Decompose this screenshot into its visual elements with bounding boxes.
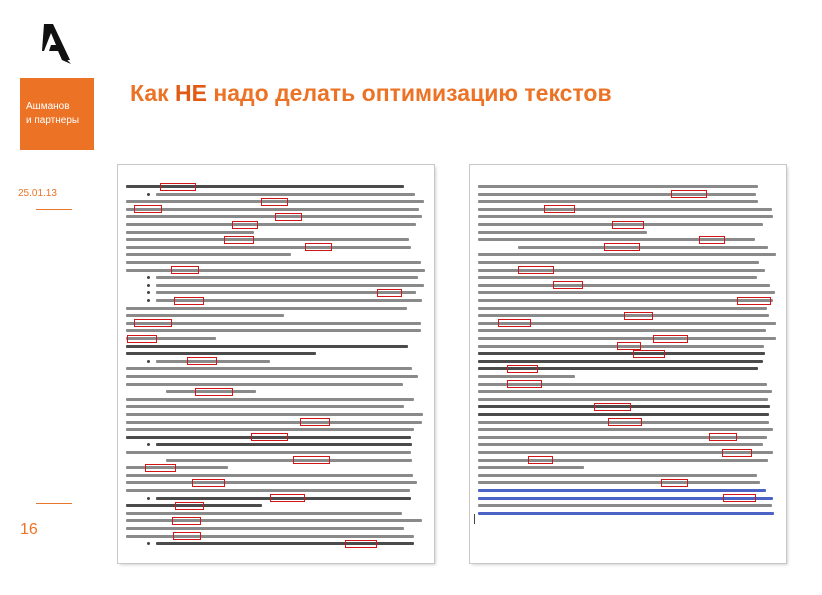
document-text-line (126, 352, 316, 355)
document-scan-right (470, 165, 786, 563)
slide-date: 25.01.13 (18, 188, 57, 199)
document-text-line (166, 459, 412, 462)
document-text-line (478, 284, 770, 287)
document-text-line (478, 307, 767, 310)
bullet-icon (147, 360, 150, 363)
document-text-line (126, 512, 402, 515)
document-text-line (478, 231, 647, 234)
document-text-line (126, 314, 284, 317)
document-text-line (478, 459, 768, 462)
document-text-line (126, 261, 421, 264)
document-text-line (126, 535, 414, 538)
title-suffix: надо делать оптимизацию текстов (206, 80, 612, 106)
document-text-line (478, 276, 757, 279)
keyword-highlight (134, 205, 162, 213)
document-text-line (126, 405, 404, 408)
document-text-line (478, 413, 769, 416)
keyword-highlight (661, 479, 688, 487)
document-text-line (478, 360, 763, 363)
document-text-line (126, 474, 413, 477)
document-text-line (126, 253, 291, 256)
document-text-line (126, 307, 407, 310)
document-text-line (478, 261, 759, 264)
keyword-highlight (544, 205, 575, 213)
document-text-line (478, 489, 766, 492)
company-name-line2: и партнеры (26, 115, 80, 126)
document-text-line (478, 428, 773, 431)
keyword-highlight (671, 190, 708, 198)
document-text-line (478, 352, 765, 355)
keyword-highlight (737, 297, 770, 305)
document-text-line (478, 208, 772, 211)
keyword-highlight (160, 183, 197, 191)
keyword-highlight (187, 357, 217, 365)
company-badge (20, 78, 94, 150)
document-text-line (478, 337, 776, 340)
document-text-line (478, 291, 775, 294)
date-divider (36, 209, 72, 210)
document-text-line (518, 246, 768, 249)
document-text-line (478, 193, 756, 196)
document-text-line (126, 489, 410, 492)
keyword-highlight (224, 236, 254, 244)
bullet-icon (147, 299, 150, 302)
ashmanov-logo-icon (40, 22, 74, 66)
bullet-icon (147, 443, 150, 446)
keyword-highlight (270, 494, 306, 502)
keyword-highlight (171, 266, 199, 274)
document-text-line (156, 193, 415, 196)
keyword-highlight (293, 456, 330, 464)
document-text-line (126, 238, 409, 241)
title-emphasis: НЕ (175, 80, 207, 106)
keyword-highlight (699, 236, 725, 244)
document-text-line (156, 443, 412, 446)
document-text-line (478, 215, 773, 218)
document-text-line (126, 375, 418, 378)
bullet-icon (147, 276, 150, 279)
company-name-line1: Ашманов (26, 101, 70, 112)
document-text-line (478, 185, 758, 188)
keyword-highlight (174, 297, 204, 305)
bullet-icon (147, 284, 150, 287)
keyword-highlight (498, 319, 531, 327)
document-text-line (478, 200, 758, 203)
keyword-highlight (507, 365, 539, 373)
keyword-highlight (305, 243, 332, 251)
keyword-highlight (127, 335, 157, 343)
keyword-highlight (723, 494, 756, 502)
bullet-icon (147, 542, 150, 545)
keyword-highlight (275, 213, 302, 221)
keyword-highlight (232, 221, 258, 229)
keyword-highlight (345, 540, 377, 548)
document-text-line (478, 466, 584, 469)
company-name (26, 100, 79, 128)
document-text-line (478, 398, 768, 401)
document-text-line (126, 367, 412, 370)
document-text-line (126, 527, 404, 530)
keyword-highlight (608, 418, 641, 426)
document-text-line (126, 466, 228, 469)
keyword-highlight (145, 464, 176, 472)
document-text-line (478, 390, 772, 393)
keyword-highlight (604, 243, 639, 251)
slide-title (130, 80, 612, 107)
document-text-line (126, 383, 403, 386)
page-number: 16 (20, 521, 38, 538)
title-prefix: Как (130, 80, 176, 106)
text-cursor (474, 514, 475, 524)
keyword-highlight (624, 312, 653, 320)
document-text-line (126, 398, 414, 401)
keyword-highlight (709, 433, 737, 441)
bullet-icon (147, 193, 150, 196)
keyword-highlight (653, 335, 688, 343)
keyword-highlight (377, 289, 402, 297)
document-text-line (478, 443, 763, 446)
page-number-divider (36, 503, 72, 504)
keyword-highlight (528, 456, 553, 464)
document-text-line (126, 208, 419, 211)
document-text-line (156, 284, 424, 287)
keyword-highlight (518, 266, 554, 274)
bullet-icon (147, 291, 150, 294)
keyword-highlight (633, 350, 665, 358)
document-text-line (478, 299, 773, 302)
document-text-line (126, 231, 254, 234)
document-text-line (126, 481, 417, 484)
document-text-line (126, 223, 416, 226)
keyword-highlight (134, 319, 172, 327)
keyword-highlight (722, 449, 752, 457)
bullet-icon (147, 497, 150, 500)
document-text-line (478, 375, 575, 378)
document-text-line (156, 276, 418, 279)
document-text-line (478, 474, 757, 477)
document-text-line (126, 519, 422, 522)
keyword-highlight (261, 198, 288, 206)
document-text-left (118, 165, 434, 563)
keyword-highlight (192, 479, 226, 487)
keyword-highlight (175, 502, 204, 510)
keyword-highlight (300, 418, 330, 426)
document-text-line (126, 246, 411, 249)
document-text-line (126, 345, 408, 348)
keyword-highlight (594, 403, 631, 411)
document-text-line (126, 451, 411, 454)
document-text-line (126, 413, 423, 416)
keyword-highlight (172, 517, 201, 525)
document-text-line (126, 329, 421, 332)
document-text-right (470, 165, 786, 563)
document-text-line (478, 512, 774, 515)
document-text-line (478, 481, 760, 484)
document-text-line (126, 421, 422, 424)
document-scan-left (118, 165, 434, 563)
keyword-highlight (195, 388, 233, 396)
keyword-highlight (251, 433, 288, 441)
keyword-highlight (612, 221, 644, 229)
document-text-line (478, 329, 766, 332)
document-text-line (126, 428, 414, 431)
keyword-highlight (553, 281, 583, 289)
keyword-highlight (173, 532, 201, 540)
keyword-highlight (507, 380, 541, 388)
document-text-line (478, 504, 772, 507)
document-text-line (478, 253, 776, 256)
